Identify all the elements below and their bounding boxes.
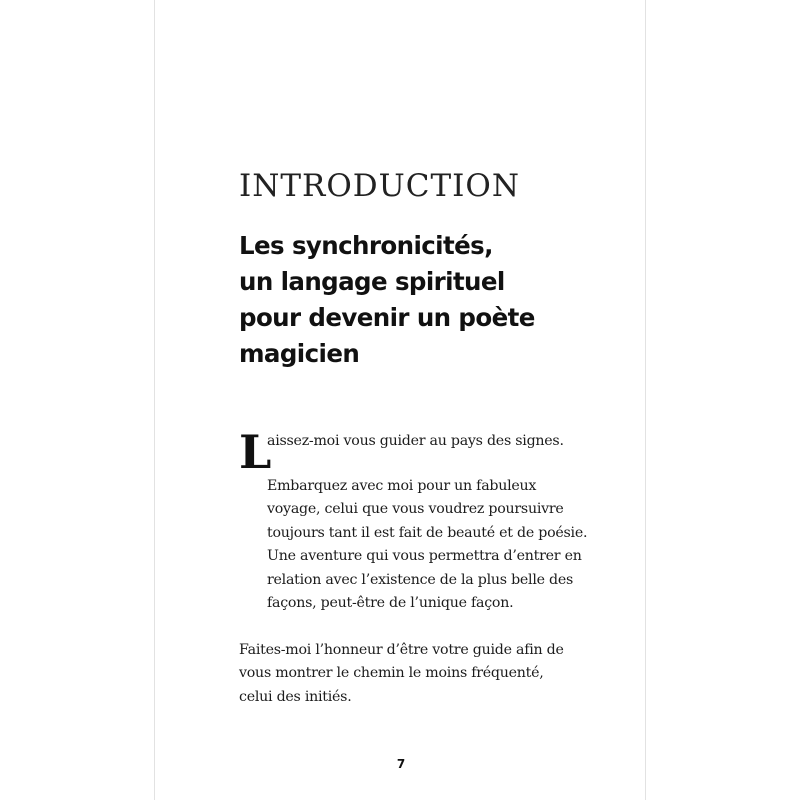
paragraph xyxy=(239,475,588,616)
chapter-title-line: magicien xyxy=(239,339,360,368)
text-line: façons, peut-être de l’unique façon. xyxy=(267,595,514,611)
text-line: Une aventure qui vous permettra d’entrer en xyxy=(267,548,582,564)
chapter-title-line: pour devenir un poète xyxy=(239,303,535,332)
chapter-title-line: Les synchronicités, xyxy=(239,231,493,260)
text-line: aissez-moi vous guider au pays des signes. xyxy=(267,433,564,449)
chapter-title-line: un langage spirituel xyxy=(239,267,505,296)
book-page xyxy=(154,0,646,800)
paragraph xyxy=(239,639,584,710)
drop-cap: L xyxy=(239,425,272,479)
body-text xyxy=(239,425,588,709)
text-line: vous montrer le chemin le moins fréquenté, xyxy=(239,665,544,681)
chapter-title xyxy=(239,228,639,372)
text-line: relation avec l’existence de la plus belle des xyxy=(267,571,574,588)
text-line: voyage, celui que vous voudrez poursuivre xyxy=(267,501,564,517)
page-number: 7 xyxy=(396,757,406,771)
section-label: INTRODUCTION xyxy=(239,168,520,204)
text-line: celui des initiés. xyxy=(239,688,352,705)
text-line: Faites-moi l’honneur d’être votre guide afin de xyxy=(239,641,564,658)
opening-paragraph xyxy=(239,425,584,479)
text-line: toujours tant il est fait de beauté et de poésie. xyxy=(267,524,588,541)
text-line: Embarquez avec moi pour un fabuleux xyxy=(267,477,537,494)
